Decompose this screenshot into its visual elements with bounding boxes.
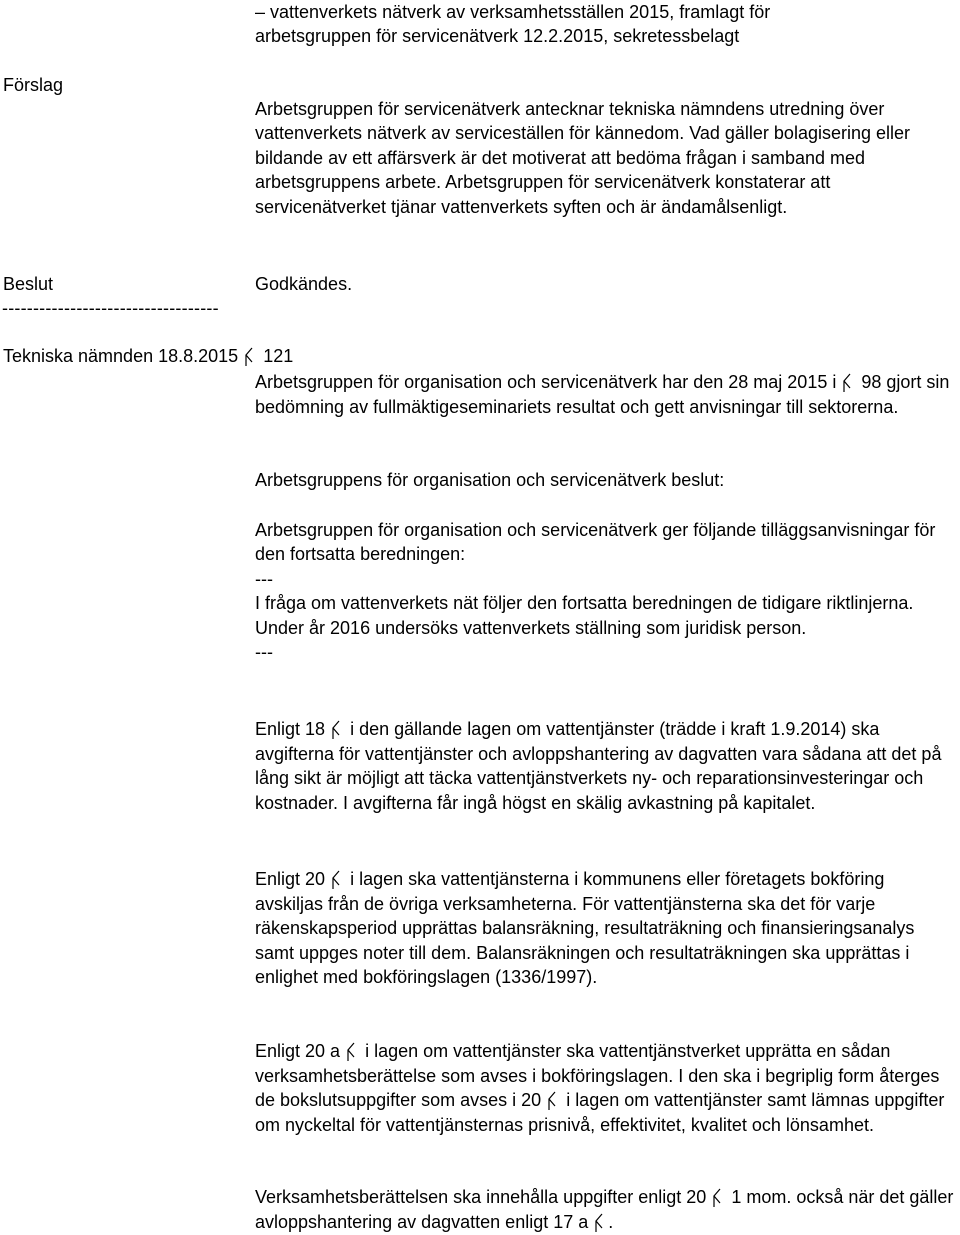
meeting-intro-paragraph bbox=[255, 370, 955, 419]
section-mark-icon bbox=[330, 868, 345, 892]
law-p3-a: Enligt 20 a bbox=[255, 1041, 341, 1061]
law-paragraph-1-text bbox=[255, 717, 955, 815]
law-paragraph-3-text bbox=[255, 1039, 955, 1138]
meeting-intro-a: Arbetsgruppen för organisation och servicenätverk har den 28 maj 2015 i bbox=[255, 372, 837, 392]
section-mark-icon bbox=[546, 1089, 561, 1113]
top-line-1: – vattenverkets nätverk av verksamhetsställen 2015, framlagt för bbox=[255, 2, 771, 22]
section-mark-icon bbox=[243, 345, 258, 369]
law-paragraph-3 bbox=[255, 1039, 955, 1138]
forslag-label: Förslag bbox=[3, 75, 64, 95]
forslag-paragraph: Arbetsgruppen för servicenätverk antecknar tekniska nämndens utredning över vattenverkets nätverk av serviceställen för kännedom. Vad gäller bolagisering eller bildande av ett affärsverk är det motiverat att bedöma frågan i samband med arbetsgruppens arbete. Arbetsgruppen för servicenätverk konstaterar att servicenätverket tjänar vattenverkets syften och är ändamålsenligt. bbox=[255, 99, 911, 217]
decision-heading: Arbetsgruppens för organisation och servicenätverk beslut: bbox=[255, 470, 725, 490]
section-mark-icon bbox=[593, 1211, 608, 1235]
law-paragraph-4-text bbox=[255, 1185, 955, 1235]
separator-rule: ----------------------------------- bbox=[2, 298, 219, 318]
law-p1-b: i den gällande lagen om vattentjänster (trädde i kraft 1.9.2014) ska avgifterna för vattentjänster och avloppshantering av dagvatten vara sådana att det på lång sikt är möjligt att täcka vattentjänstverkets ny- och reparationsinvesteringar och kostnader. I avgifterna får ingå högst en skälig avkastning på kapitalet. bbox=[255, 719, 942, 813]
section-mark-icon bbox=[345, 1040, 360, 1064]
law-p2-b: i lagen ska vattentjänsterna i kommunens eller företagets bokföring avskiljas från de övriga verksamheterna. För vattentjänsterna ska det för varje räkenskapsperiod upprättas balansräkning, resultaträkning och finansieringsanalys samt uppges noter till dem. Balansräkningen och resultaträkningen ska upprättas i enlighet med bokföringslagen (1336/1997). bbox=[255, 869, 915, 988]
meeting-title: Tekniska nämnden 18.8.2015 bbox=[3, 346, 239, 366]
forslag-text bbox=[255, 97, 955, 219]
law-p3-c: i lagen om vattentjänster samt lämnas uppgifter om nyckeltal för vattentjänsternas prisnivå, effektivitet, kvalitet och lönsamhet. bbox=[255, 1090, 945, 1136]
law-paragraph-1 bbox=[255, 717, 955, 815]
beslut-label: Beslut bbox=[3, 274, 54, 294]
section-mark-icon bbox=[330, 718, 345, 742]
law-p1-a: Enligt 18 bbox=[255, 719, 326, 739]
meeting-intro-b: 98 gjort sin bedömning av fullmäktigeseminariets resultat och gett anvisningar till sektorerna. bbox=[255, 372, 950, 417]
decision-separator-2: --- bbox=[255, 642, 273, 663]
law-p4-a: Verksamhetsberättelsen ska innehålla uppgifter enligt 20 bbox=[255, 1187, 707, 1207]
section-mark-icon bbox=[841, 371, 856, 395]
beslut-text: Godkändes. bbox=[255, 274, 353, 294]
law-p4-c: . bbox=[608, 1212, 614, 1232]
law-paragraph-2 bbox=[255, 867, 955, 990]
decision-item: I fråga om vattenverkets nät följer den fortsatta beredningen de tidigare riktlinjerna. Under år 2016 undersöks vattenverkets ställning som juridisk person. bbox=[255, 593, 914, 638]
decision-body bbox=[255, 518, 955, 664]
top-line-2: arbetsgruppen för servicenätverk 12.2.2015, sekretessbelagt bbox=[255, 26, 740, 47]
section-mark-icon bbox=[711, 1186, 726, 1210]
law-p3-b: i lagen om vattentjänster ska vattentjänstverket upprätta en sådan verksamhetsberättelse som avses i bokföringslagen. I den ska i begriplig form återges de bokslutsuppgifter som avses i 20 bbox=[255, 1041, 940, 1111]
law-p4-b: 1 mom. också när det gäller avloppshantering av dagvatten enligt 17 a bbox=[255, 1187, 954, 1232]
meeting-number: 121 bbox=[263, 346, 294, 366]
top-continuation bbox=[255, 0, 955, 49]
law-paragraph-2-text bbox=[255, 867, 955, 990]
law-p2-a: Enligt 20 bbox=[255, 869, 326, 889]
decision-separator-1: --- bbox=[255, 568, 273, 589]
decision-intro: Arbetsgruppen för organisation och servicenätverk ger följande tilläggsanvisningar för den fortsatta beredningen: bbox=[255, 520, 936, 565]
law-paragraph-4 bbox=[255, 1185, 955, 1235]
meeting-heading bbox=[3, 344, 293, 369]
meeting-intro bbox=[255, 370, 955, 419]
